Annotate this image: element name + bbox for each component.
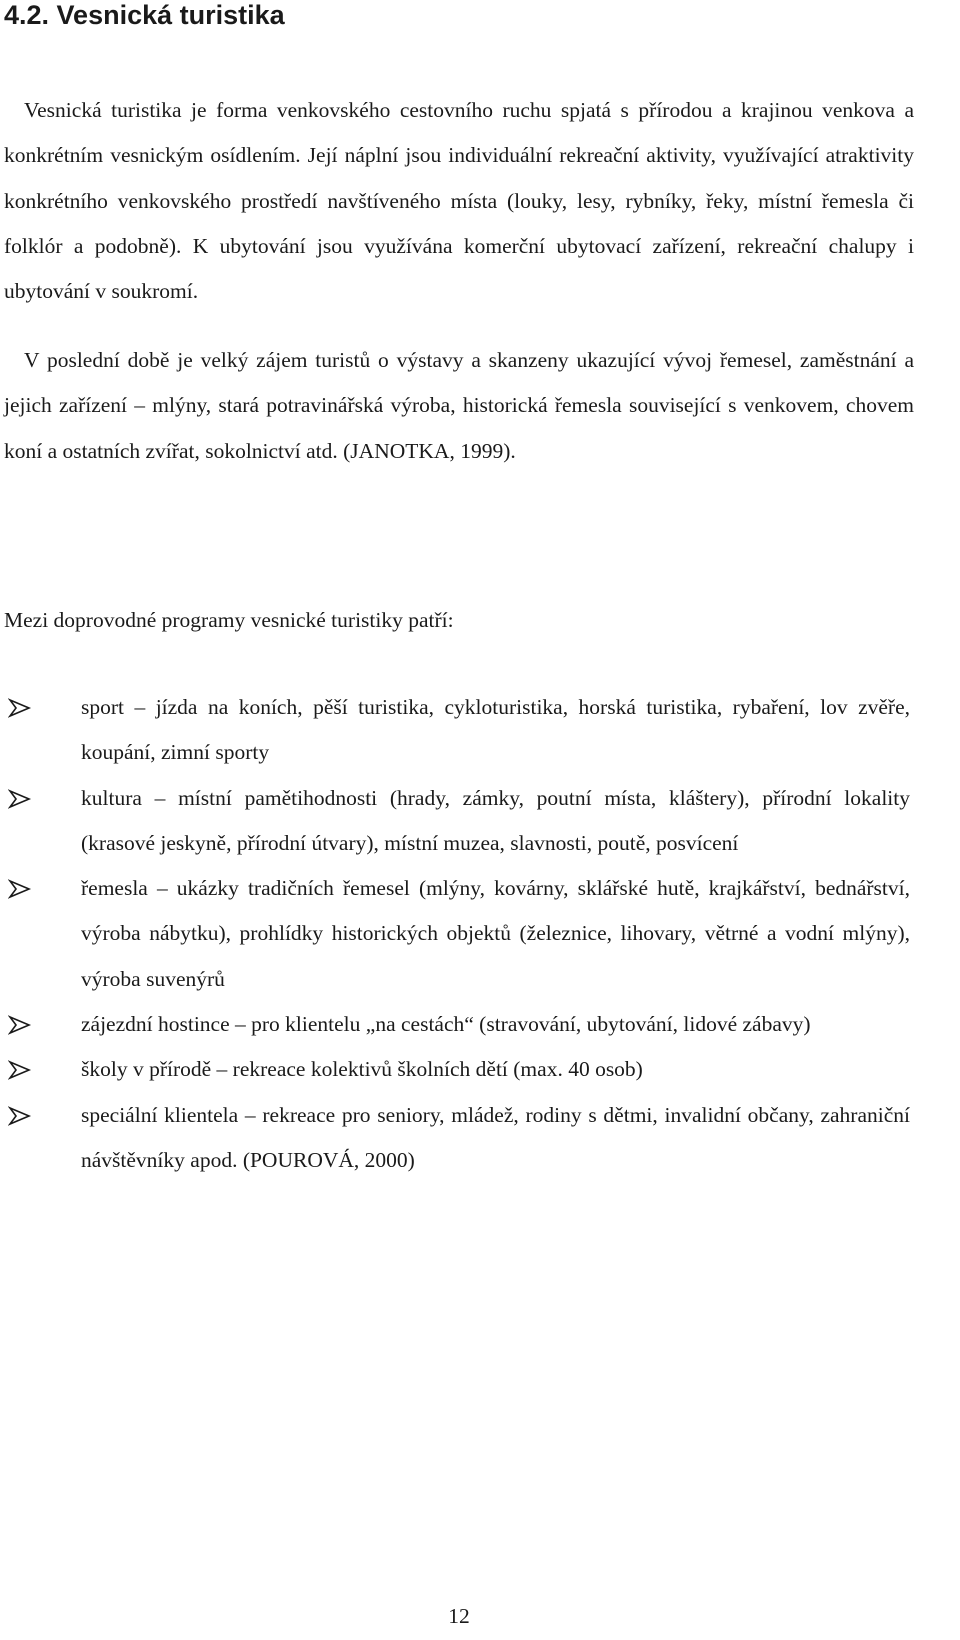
list-item-text: kultura – místní pamětihodnosti (hrady, zámky, poutní místa, kláštery), přírodní lokality (krasové jeskyně, přírodní útvary), místní muzea, slavnosti, poutě, posvícení	[81, 785, 910, 855]
list-item-text: zájezdní hostince – pro klientelu „na cestách“ (stravování, ubytování, lidové zábavy)	[81, 1012, 811, 1037]
list-item	[0, 1002, 910, 1047]
list-item	[0, 866, 910, 1002]
arrowhead-bullet-icon	[8, 1015, 32, 1035]
list-item	[0, 685, 910, 776]
list-item-text: školy v přírodě – rekreace kolektivů školních dětí (max. 40 osob)	[81, 1057, 643, 1082]
list-item	[0, 1093, 910, 1184]
paragraph-text: V poslední době je velký zájem turistů o výstavy a skanzeny ukazující vývoj řemesel, zaměstnání a jejich zařízení – mlýny, stará potravinářská výroba, historická řemesla související s venkovem, chovem koní a ostatních zvířat, sokolnictví atd. (JANOTKA, 1999).	[4, 348, 914, 463]
paragraph-exhibitions	[4, 338, 914, 474]
paragraph-village-tourism-definition	[4, 88, 914, 314]
list-item	[0, 776, 910, 867]
section-heading: 4.2. Vesnická turistika	[4, 0, 285, 30]
list-item-text: sport – jízda na koních, pěší turistika, cykloturistika, horská turistika, rybaření, lov zvěře, koupání, zimní sporty	[81, 695, 910, 765]
page-number: 12	[448, 1604, 470, 1628]
arrowhead-bullet-icon	[8, 1106, 32, 1126]
paragraph-text: Vesnická turistika je forma venkovského cestovního ruchu spjatá s přírodou a krajinou venkova a konkrétním vesnickým osídlením. Její náplní jsou individuální rekreační aktivity, využívající atraktivity konkrétního venkovského prostředí navštíveného místa (louky, lesy, rybníky, řeky, místní řemesla či folklór a podobně). K ubytování jsou využívána komerční ubytovací zařízení, rekreační chalupy i ubytování v soukromí.	[4, 98, 914, 304]
arrowhead-bullet-icon	[8, 789, 32, 809]
arrowhead-bullet-icon	[8, 698, 32, 718]
programs-list	[0, 685, 960, 1183]
arrowhead-bullet-icon	[8, 1060, 32, 1080]
arrowhead-bullet-icon	[8, 879, 32, 899]
list-item	[0, 1047, 910, 1092]
list-intro: Mezi doprovodné programy vesnické turistiky patří:	[4, 608, 454, 632]
list-item-text: řemesla – ukázky tradičních řemesel (mlýny, kovárny, sklářské hutě, krajkářství, bednářství, výroba nábytku), prohlídky historických objektů (železnice, lihovary, větrné a vodní mlýny), výroba suvenýrů	[81, 876, 910, 991]
list-item-text: speciální klientela – rekreace pro seniory, mládež, rodiny s dětmi, invalidní občany, zahraniční návštěvníky apod. (POUROVÁ, 2000)	[81, 1102, 910, 1172]
